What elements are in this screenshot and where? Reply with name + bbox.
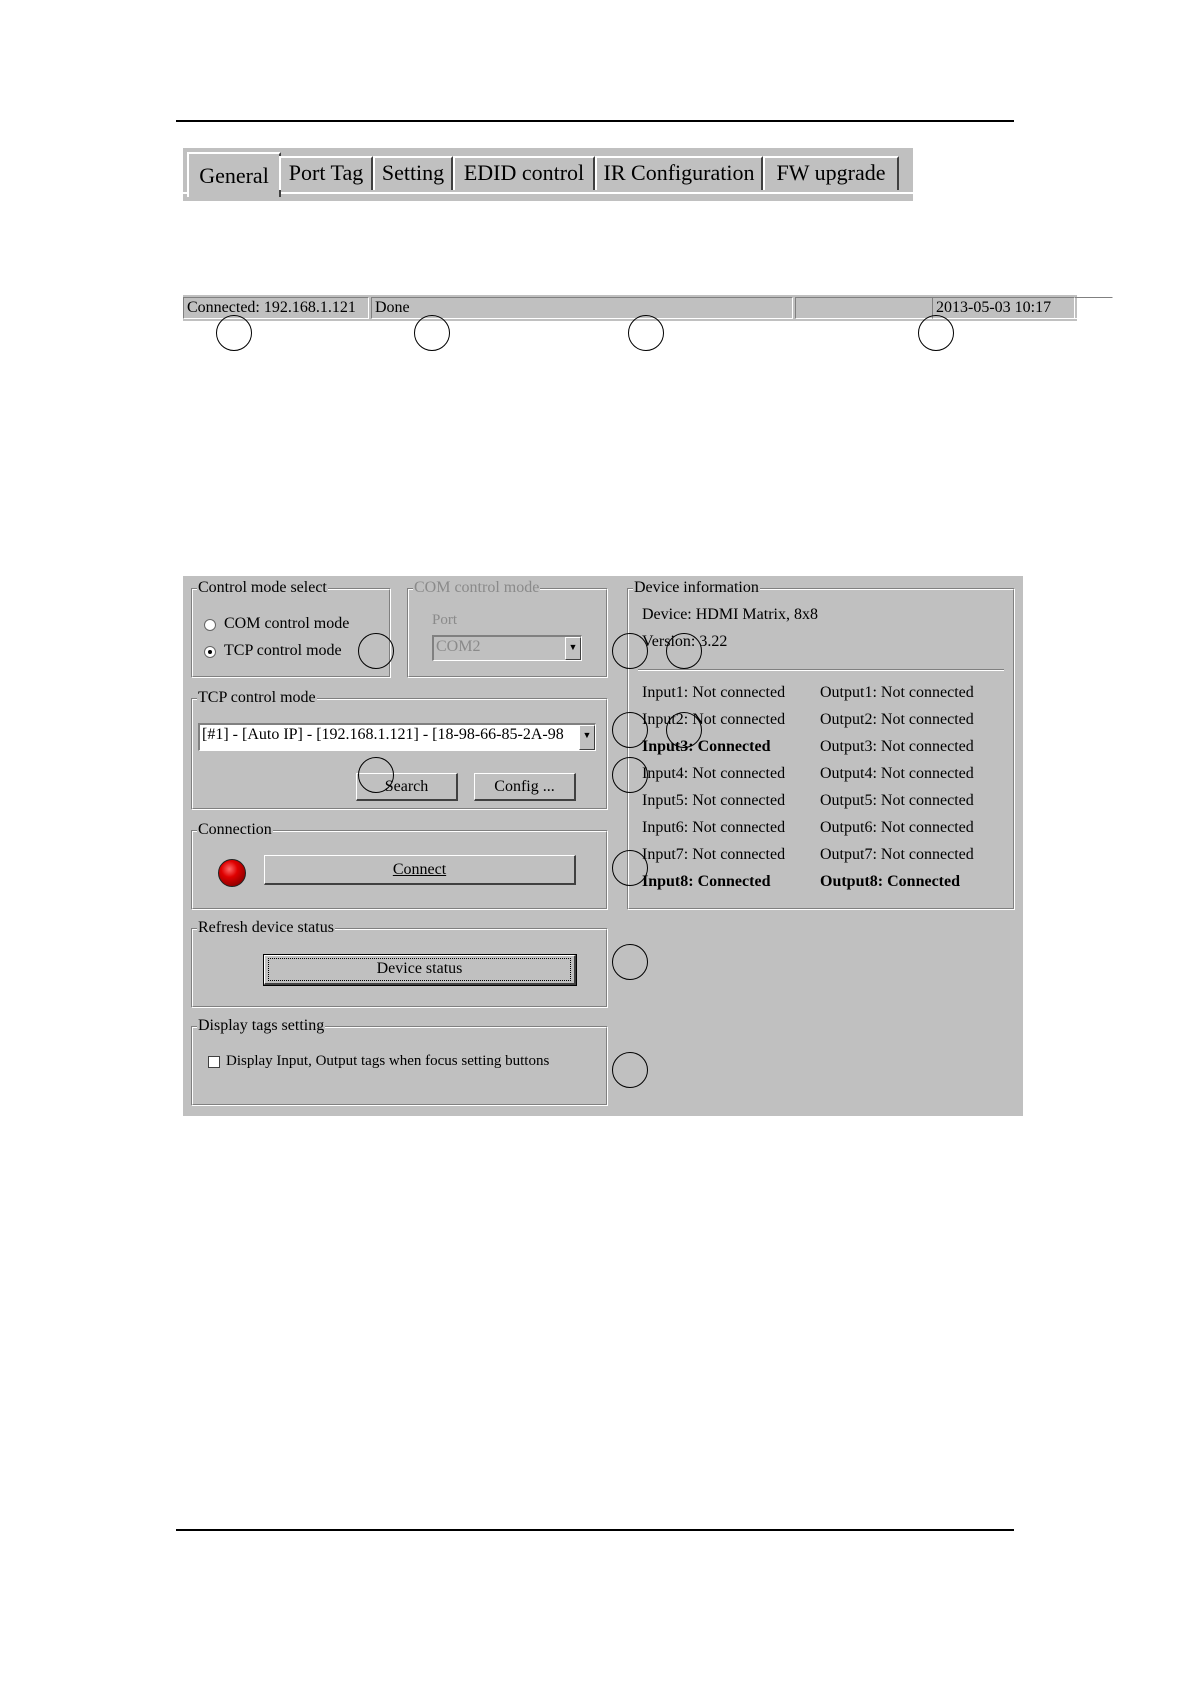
callout-marker [612,712,648,748]
general-panel [183,576,1023,1116]
tcp-device-select[interactable] [198,723,596,751]
tab-edid-control[interactable]: EDID control [453,156,595,190]
display-tags-checkbox-label[interactable]: Display Input, Output tags when focus setting buttons [226,1053,550,1069]
display-tags-checkbox[interactable] [208,1056,220,1068]
chevron-down-icon[interactable]: ▼ [565,637,581,660]
output-status-8: Output8: Connected [820,873,961,890]
search-button[interactable]: Search [356,773,458,801]
display-tags-setting-legend: Display tags setting [198,1017,325,1034]
tcp-control-mode-legend: TCP control mode [198,689,316,706]
footer-rule [176,1529,1014,1531]
tab-setting[interactable]: Setting [373,156,453,190]
refresh-device-status-group [191,919,608,1008]
tab-strip [183,148,913,201]
control-mode-select-group [191,579,391,678]
status-datetime: 2013-05-03 10:17 [932,297,1075,319]
tab-general[interactable]: General [187,152,281,197]
control-mode-select-legend: Control mode select [198,579,327,596]
input-status-5: Input5: Not connected [642,792,786,809]
input-status-3: Input3: Connected [642,738,771,755]
com-mode-label[interactable]: COM control mode [224,615,350,632]
input-status-7: Input7: Not connected [642,846,786,863]
callout-marker [612,850,648,886]
output-status-5: Output5: Not connected [820,792,974,809]
device-version: Version: 3.22 [642,633,728,650]
output-status-4: Output4: Not connected [820,765,974,782]
device-information-legend: Device information [634,579,759,596]
output-status-3: Output3: Not connected [820,738,974,755]
callout-marker [612,757,648,793]
callout-marker [612,944,648,980]
callout-marker [612,1052,648,1088]
tcp-device-select-value: [#1] - [Auto IP] - [192.168.1.121] - [18-98-66-85-2A-98 [202,726,564,743]
connection-status-led-icon [218,859,246,887]
callout-marker [612,633,648,669]
callout-marker [666,712,702,748]
callout-marker [358,633,394,669]
device-status-button[interactable] [264,955,576,985]
tcp-mode-label[interactable]: TCP control mode [224,642,342,659]
output-status-1: Output1: Not connected [820,684,974,701]
divider [638,669,1004,671]
output-status-7: Output7: Not connected [820,846,974,863]
refresh-device-status-legend: Refresh device status [198,919,334,936]
output-status-2: Output2: Not connected [820,711,974,728]
display-tags-setting-group [191,1017,608,1106]
device-name: Device: HDMI Matrix, 8x8 [642,606,818,623]
status-state: Done [371,297,793,319]
com-control-mode-legend: COM control mode [414,579,540,596]
input-status-1: Input1: Not connected [642,684,786,701]
connection-legend: Connection [198,821,272,838]
port-select-value: COM2 [436,638,481,655]
callout-marker [414,315,450,351]
input-status-6: Input6: Not connected [642,819,786,836]
callout-marker [628,315,664,351]
tab-ir-configuration[interactable]: IR Configuration [595,156,763,190]
port-label: Port [432,612,458,628]
com-control-mode-group [407,579,608,678]
callout-marker [358,757,394,793]
callout-marker [216,315,252,351]
port-select[interactable] [432,635,582,661]
header-rule [176,120,1014,122]
input-status-2: Input2: Not connected [642,711,786,728]
input-status-4: Input4: Not connected [642,765,786,782]
callout-marker [918,315,954,351]
config-button[interactable]: Config ... [474,773,576,801]
connection-group [191,821,608,910]
device-status-label: Device status [376,960,463,977]
com-mode-radio[interactable] [204,619,216,631]
output-status-6: Output6: Not connected [820,819,974,836]
tab-fw-upgrade[interactable]: FW upgrade [763,156,899,190]
tcp-mode-radio[interactable] [204,646,216,658]
tcp-control-mode-group [191,689,608,810]
tab-port-tag[interactable]: Port Tag [279,156,373,190]
callout-marker [666,633,702,669]
chevron-down-icon[interactable]: ▼ [579,725,595,750]
connect-button[interactable]: Connect [264,855,576,885]
input-status-8: Input8: Connected [642,873,771,890]
status-connection: Connected: 192.168.1.121 [183,297,369,319]
